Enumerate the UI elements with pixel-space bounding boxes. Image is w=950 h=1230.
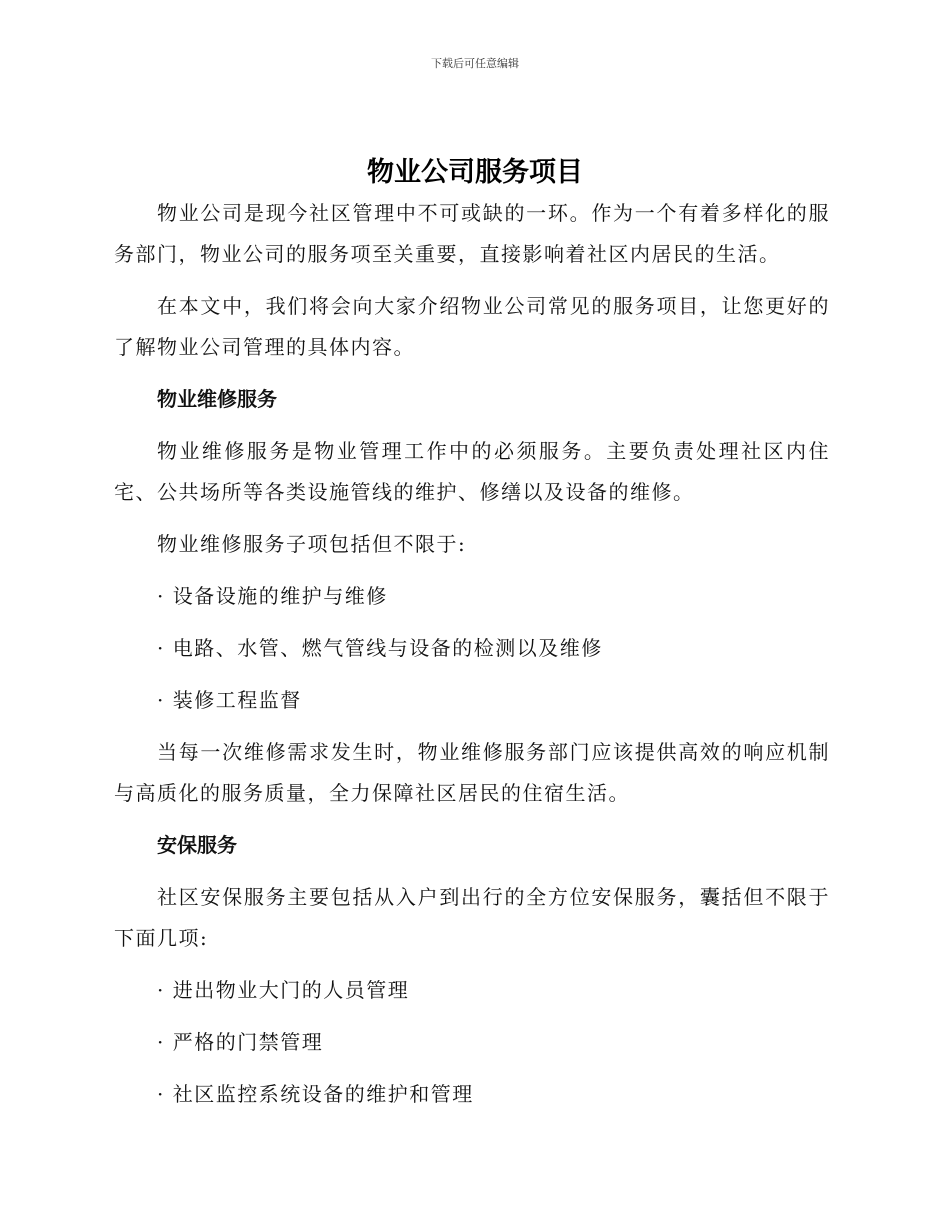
list-item: · 社区监控系统设备的维护和管理 [157,1082,474,1106]
list-item: · 设备设施的维护与维修 [157,584,388,608]
section-heading-security: 安保服务 [157,833,237,857]
maintenance-paragraph-2: 物业维修服务子项包括但不限于: [157,532,467,556]
list-item: · 严格的门禁管理 [157,1030,324,1054]
security-paragraph-1: 社区安保服务主要包括从入户到出行的全方位安保服务，囊括但不限于下面几项: [114,885,830,950]
intro-paragraph-2: 在本文中，我们将会向大家介绍物业公司常见的服务项目，让您更好的了解物业公司管理的具体内容。 [114,294,830,359]
list-item: · 进出物业大门的人员管理 [157,978,410,1002]
section-heading-maintenance: 物业维修服务 [157,387,277,411]
maintenance-paragraph-3: 当每一次维修需求发生时，物业维修服务部门应该提供高效的响应机制与高质化的服务质量，全力保障社区居民的住宿生活。 [114,740,830,805]
intro-paragraph-1: 物业公司是现今社区管理中不可或缺的一环。作为一个有着多样化的服务部门，物业公司的服务项至关重要，直接影响着社区内居民的生活。 [114,201,830,266]
list-item: · 装修工程监督 [157,688,302,712]
document-body [114,193,830,1126]
list-item: · 电路、水管、燃气管线与设备的检测以及维修 [157,636,603,660]
page-header: 下载后可任意编辑 [431,57,519,70]
maintenance-paragraph-1: 物业维修服务是物业管理工作中的必须服务。主要负责处理社区内住宅、公共场所等各类设施管线的维护、修缮以及设备的维修。 [114,439,830,504]
document-title: 物业公司服务项目 [367,157,583,188]
